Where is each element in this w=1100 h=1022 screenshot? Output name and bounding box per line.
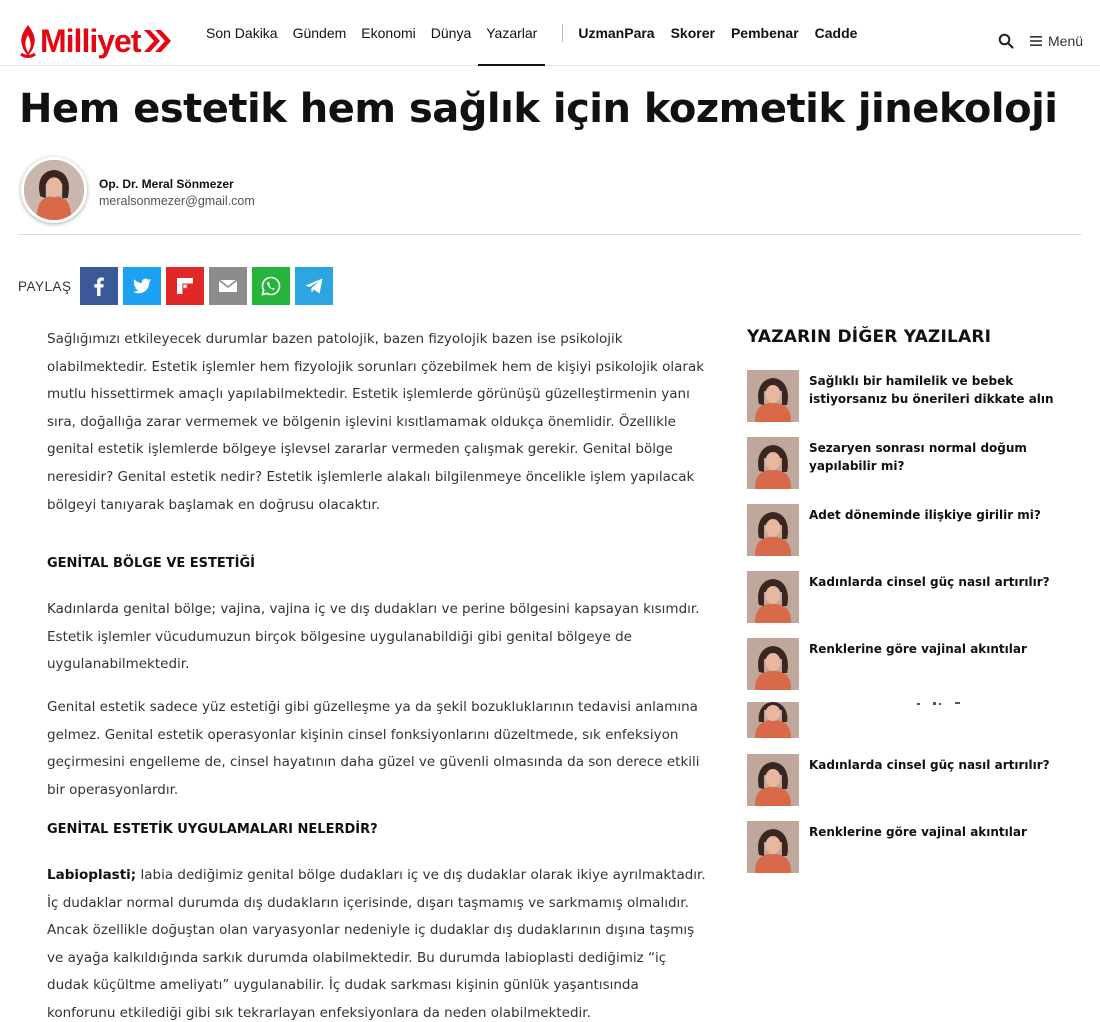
- thumbnail-art: [747, 754, 799, 806]
- author-avatar[interactable]: [21, 157, 87, 223]
- thumbnail-art: [747, 638, 799, 690]
- sidebar-article-item[interactable]: [747, 504, 1082, 556]
- sidebar-article-title: Sağlıklı bir hamilelik ve bebek istiyorsanız bu önerileri dikkate alın: [809, 374, 1054, 406]
- nav-gundem[interactable]: Gündem: [292, 25, 347, 41]
- nav-ekonomi[interactable]: Ekonomi: [361, 25, 416, 41]
- article-title: Hem estetik hem sağlık için kozmetik jinekoloji: [19, 86, 1058, 132]
- sidebar-article-item[interactable]: [747, 638, 1082, 690]
- share-twitter-button[interactable]: [123, 267, 161, 305]
- share-telegram-button[interactable]: [295, 267, 333, 305]
- mail-icon: [217, 275, 239, 297]
- twitter-icon: [131, 275, 153, 297]
- sidebar-article-title: Adet döneminde ilişkiye girilir mi?: [809, 508, 1041, 522]
- paragraph-text: labia dediğimiz genital bölge dudakları iç ve dış dudaklar olarak ikiye ayrılmaktadır. İç dudaklar normal durumda dış dudakların içerisinde, dışarı taşmamış ve sarkmamış olmalıdır. Ancak özellikle doğuştan olan varyasyonlar nedeniyle iç dudaklar dış dudaklarının dışına taşmış ve ayağa kalkıldığında sarkık durumda olabilmektedir. Bu durumda labioplasti dediğimiz “iç dudak küçültme ameliyatı” uygulanabilir. İç dudak sarkması kişinin günlük yaşantısında konforunu etkilediği gibi sık tekrarlayan enfeksiyonlara da neden olabilmektedir.: [47, 867, 706, 1021]
- nav-uzmanpara[interactable]: UzmanPara: [578, 25, 655, 41]
- search-icon[interactable]: [998, 33, 1014, 49]
- article-thumbnail: [747, 821, 799, 873]
- sidebar-article-title: Kadınlarda cinsel güç nasıl artırılır?: [809, 575, 1050, 589]
- article-paragraph: Sağlığımızı etkileyecek durumlar bazen patolojik, bazen fizyolojik bazen ise psikolojik olabilmektedir. Estetik işlemler hem fizyolojik sorunları çözebilmek hem de kişiyi psikolojik olarak mutlu hissettirmek amaçlı yapılabilmektedir. Estetik işlemlerde görünüşü güzelleştirmenin yanı sıra, doğallığa zarar vermemek ve bölgenin işlevini kısıtlamamak oldukça önemlidir. Özellikle genital estetik işlemlerde bölgeye işlevsel zararlar vermeden çalışmak gerekir. Genital bölge neresidir? Genital estetik nedir? Estetik işlemlerle alakalı bilgilenmeye öncelikle işlem yapılacak bölgeyi tanıyarak başlamak en doğrusu olacaktır.: [47, 331, 705, 513]
- sidebar-article-title: Renklerine göre vajinal akıntılar: [809, 825, 1027, 839]
- flipboard-icon: [174, 275, 196, 297]
- thumbnail-art: [747, 821, 799, 873]
- telegram-icon: [303, 275, 325, 297]
- logo-text: Milliyet: [40, 23, 141, 59]
- menu-label: Menü: [1048, 33, 1084, 49]
- sidebar-article-item[interactable]: [747, 821, 1082, 873]
- sidebar-article-item[interactable]: [747, 437, 1082, 489]
- article-paragraph: Kadınlarda genital bölge; vajina, vajina iç ve dış dudakları ve perine bölgesini kapsayan kısımdır. Estetik işlemler vücudumuzun birçok bölgesine uygulanabildiği gibi genital bölgeye de uygulanabilmektedir.: [47, 601, 700, 673]
- thumbnail-art: [747, 437, 799, 489]
- sidebar-article-title: Sezaryen sonrası normal doğum yapılabilir mi?: [809, 441, 1027, 473]
- thumbnail-art: [747, 504, 799, 556]
- flame-icon: [18, 23, 38, 59]
- share-whatsapp-button[interactable]: [252, 267, 290, 305]
- share-label: PAYLAŞ: [18, 279, 72, 294]
- author-name[interactable]: Op. Dr. Meral Sönmezer: [99, 177, 234, 191]
- nav-yazarlar[interactable]: Yazarlar: [486, 0, 537, 66]
- share-mail-button[interactable]: [209, 267, 247, 305]
- menu-button[interactable]: [1030, 33, 1083, 49]
- sidebar-article-title: Kadınlarda cinsel güç nasıl artırılır?: [809, 758, 1050, 772]
- nav-pembenar[interactable]: Pembenar: [730, 25, 799, 41]
- article-thumbnail: [747, 702, 799, 738]
- share-buttons: [80, 267, 338, 305]
- nav-separator: [562, 24, 563, 42]
- main-nav: [206, 0, 873, 66]
- whatsapp-icon: [260, 275, 282, 297]
- text-fragment: [915, 701, 965, 707]
- chevrons-icon: [142, 28, 172, 54]
- article-thumbnail: [747, 437, 799, 489]
- thumbnail-art: [747, 702, 799, 738]
- share-facebook-button[interactable]: [80, 267, 118, 305]
- sidebar-article-item[interactable]: [747, 571, 1082, 623]
- article-thumbnail: [747, 370, 799, 422]
- nav-son-dakika[interactable]: Son Dakika: [206, 25, 278, 41]
- section-heading: GENİTAL ESTETİK UYGULAMALARI NELERDİR?: [47, 822, 378, 837]
- sidebar-article-item[interactable]: [747, 754, 1082, 806]
- author-photo: [24, 160, 84, 220]
- section-heading: GENİTAL BÖLGE VE ESTETİĞİ: [47, 556, 255, 571]
- article-thumbnail: [747, 504, 799, 556]
- article-paragraph: [47, 862, 707, 1022]
- top-navbar: [0, 0, 1100, 66]
- facebook-icon: [88, 275, 110, 297]
- nav-cadde[interactable]: Cadde: [814, 25, 858, 41]
- sidebar-title: YAZARIN DİĞER YAZILARI: [747, 327, 992, 347]
- author-email: meralsonmezer@gmail.com: [99, 194, 255, 208]
- article-body: [47, 326, 707, 519]
- thumbnail-art: [747, 571, 799, 623]
- author-divider: [18, 234, 1082, 235]
- article-thumbnail: [747, 638, 799, 690]
- milliyet-logo[interactable]: [18, 22, 172, 60]
- hamburger-icon: [1030, 36, 1042, 46]
- article-thumbnail: [747, 754, 799, 806]
- sidebar-article-title: Renklerine göre vajinal akıntılar: [809, 642, 1027, 656]
- paragraph-lead: Labioplasti;: [47, 867, 137, 883]
- sidebar-article-item[interactable]: [747, 370, 1082, 422]
- thumbnail-art: [747, 370, 799, 422]
- article-thumbnail: [747, 571, 799, 623]
- nav-dunya[interactable]: Dünya: [430, 25, 472, 41]
- article-paragraph: Genital estetik sadece yüz estetiği gibi güzelleşme ya da şekil bozukluklarının tedavisi anlamına gelmez. Genital estetik operasyonlar kişinin cinsel fonksiyonlarını düzeltmede, sık enfeksiyon geçirmesini engelleme de, cinsel hayatının daha güzel ve güvenli olmasında da son derece etkili bir operasyonlardır.: [47, 699, 700, 798]
- share-flipboard-button[interactable]: [166, 267, 204, 305]
- nav-skorer[interactable]: Skorer: [670, 25, 715, 41]
